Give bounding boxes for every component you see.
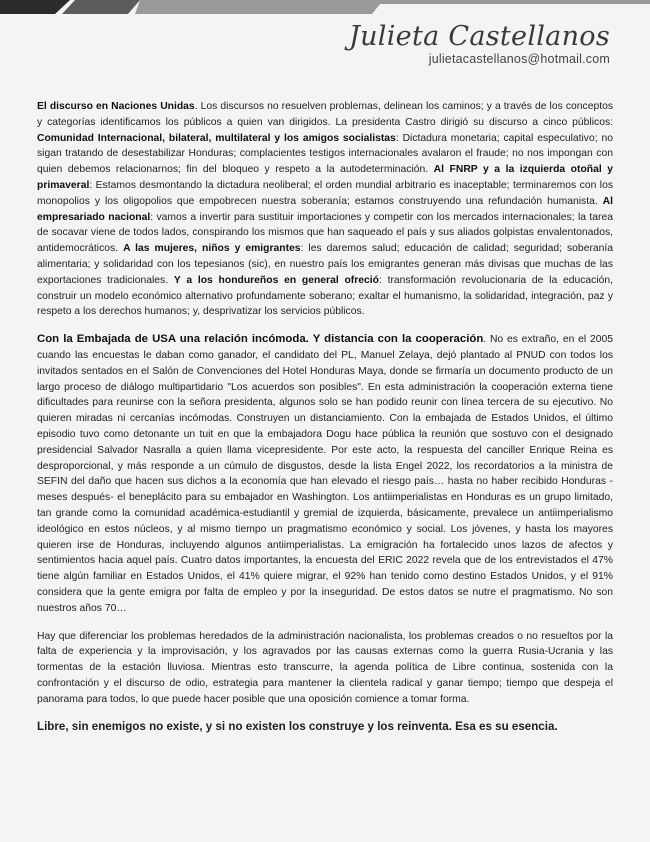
author-name: Julieta Castellanos [348, 21, 610, 52]
text: . No es extraño, en el 2005 cuando las encuestas le daban como ganador, el candidato del PL, Manuel Zelaya, dejó plantado al PNUD con todos los invitados sentados en el Salón de Convenciones del Hotel Honduras Maya, donde se firmaría un documento producto de un largo proceso de diálogo multipartidario "Los acuerdos son posibles". En esta administración la cooperación externa tiene dificultades para reunirse con la señora presidenta, algunos solo se han podido reunir con línea tercera de su ejecutivo. No quieren miradas ni cercanías incómodas. Construyen un distanciamiento. Con la embajada de Estados Unidos, el último episodio tuvo como detonante un tuit en que la embajadora Dogu hace pública la reunión que sostuvo con el designado presidencial Salvador Nasralla a quien llama vicepresidente. Por este acto, la respuesta del canciller Enrique Reina es desproporcional, y más responde a un cúmulo de disgustos, desde la lista Engel 2022, los recordatorios a la ministra de SEFIN del daño que hacen sus dichos a la economía que han elevado el riesgo país… hasta no haber recibido Honduras -meses después- el beneplácito para su embajador en Washington. Los antiimperialistas en Honduras es un grupo limitado, tan grande como la comunidad académica-estudiantil y gremial de izquierda, básicamente, prevalece un antiimperialismo ideológico en estos núcleos, y al mismo tiempo un pragmatismo económico y social. Los jóvenes, y hasta los mayores quieren irse de Honduras, incluyendo algunos antiimperialistas. La emigración ha fortalecido unos lazos de afectos y sentimientos hacia aquel país. Cuatro datos importantes, la encuesta del ERIC 2022 revela que de los entrevistados el 47% tiene algún familiar en Estados Unidos, el 41% quiere migrar, el 92% han tenido como destino Estados Unidos, y el 91% considera que la gente emigra por falta de empleo y por la inseguridad. De estos datos se nutre el pragmatismo. No son nuestros años 70… [37, 334, 613, 614]
text: : Dictadura monetaria; capital especulativo; no sigan tratando de desestabilizar Honduras; complacientes testigos internacionales avalaron el fraude; no nos impongan con quien debemos relacionarnos; fin del bloqueo y respeto a la autodeterminación. [37, 132, 613, 176]
audience-label: A las mujeres, niños y emigrantes [123, 243, 301, 255]
text: : transformación revolucionaria de la educación, construir un modelo económico alternativo profundamente soberano; exaltar el humanismo, la solidaridad, integración, paz y respeto a los derechos humanos; y, desprivatizar los servicios públicos. [37, 274, 614, 318]
paragraph-un-speech [37, 99, 613, 320]
audience-label: Y a los hondureños en general ofreció [173, 274, 379, 286]
text: : les daremos salud; educación de calidad; seguridad; soberanía alimentaria; y solidaridad con los tepesianos (sic), en nuestro país los emigrantes generan más divisas que muchas de las exportaciones tradicionales. [37, 243, 614, 286]
article-body [37, 99, 613, 747]
audience-label: Al FNRP y a la izquierda otoñal y primaveral [37, 164, 613, 191]
audience-label: Al empresariado nacional [37, 195, 613, 223]
paragraph-usa-embassy [37, 332, 613, 616]
paragraph-problems: Hay que diferenciar los problemas heredados de la administración nacionalista, los problemas creados o no resueltos por la falta de experiencia y la improvisación, y los agravados por las causas externas como la guerra Rusia-Ucrania y las tormentas de la estación lluviosa. Mientras esto transcurre, la agenda política de Libre continua, sostenida con la confrontación y el discurso de odio, estrategia para mantener la clientela radical y ganar tiempo; tiempo que despeja el panorama para todos, lo que puede hacer posible que una oposición comience a tomar forma. [37, 630, 613, 705]
author-email: julietacastellanos@hotmail.com [428, 52, 610, 66]
text: : vamos a invertir para sustituir importaciones y competir con los mercados internacionales; la tarea de socavar viene de todos lados, conspirando los mismos que han saqueado el país y sus aliados golpistas envalentonados, antidemocráticos. [37, 211, 613, 255]
heading-usa-embassy: Con la Embajada de USA una relación incómoda. Y distancia con la cooperación [37, 333, 484, 346]
author-header [349, 22, 610, 66]
audience-label: Comunidad Internacional, bilateral, multilateral y los amigos socialistas [37, 132, 396, 144]
closing-statement: Libre, sin enemigos no existe, y si no existen los construye y los reinventa. Esa es su esencia. [37, 720, 558, 734]
text: : Estamos desmontando la dictadura neoliberal; el orden mundial arbitrario es inaceptable; terminaremos con los monopolios y los oligopolios que empobrecen nuestra soberanía; estamos construyendo una refundación humanista. [37, 179, 613, 207]
heading-un-speech: El discurso en Naciones Unidas [37, 101, 195, 112]
text: . Los discursos no resuelven problemas, delinean los caminos; y a través de los conceptos y categorías identificamos los públicos a quien van dirigidos. La presidenta Castro dirigió su discurso a cinco públicos: [37, 101, 613, 128]
